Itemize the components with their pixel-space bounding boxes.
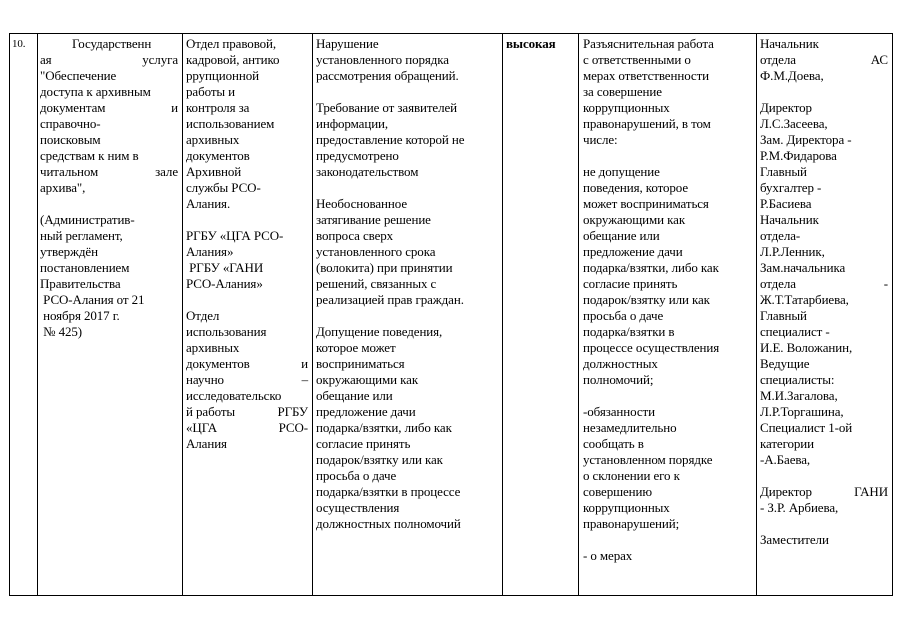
responsible-cell: [760, 36, 888, 548]
responsible-line: Р.Басиева: [760, 196, 812, 211]
violations-line: решений, связанных с: [316, 276, 437, 291]
measures-line: совершению: [583, 484, 653, 499]
responsible-line: Начальник: [760, 36, 819, 51]
departments-line: контроля за: [186, 100, 250, 115]
column-divider: [502, 33, 503, 596]
responsible-line: отдела АС: [760, 52, 888, 67]
departments-line: Алания»: [186, 244, 234, 259]
service-line: ный регламент,: [40, 228, 123, 243]
responsible-line: М.И.Загалова,: [760, 388, 838, 403]
violations-line: установленного порядка: [316, 52, 449, 67]
departments-line: ррупционной: [186, 68, 259, 83]
responsible-line: Ф.М.Доева,: [760, 68, 824, 83]
responsible-line: Заместители: [760, 532, 829, 547]
responsible-line: Главный: [760, 308, 807, 323]
measures-line: коррупционных: [583, 500, 670, 515]
violations-line: Нарушение: [316, 36, 379, 51]
measures-line: Разъяснительная работа: [583, 36, 714, 51]
service-line: средствам к ним в: [40, 148, 139, 163]
responsible-line: - З.Р. Арбиева,: [760, 500, 839, 515]
column-divider: [37, 33, 38, 596]
departments-line: Архивной: [186, 164, 242, 179]
responsible-line: [760, 84, 888, 100]
responsible-line: Специалист 1-ой: [760, 420, 853, 435]
violations-line: затягивание решение: [316, 212, 431, 227]
responsible-line: Л.С.Засеева,: [760, 116, 828, 131]
violations-line: Необоснованное: [316, 196, 408, 211]
violations-line: которое может: [316, 340, 396, 355]
departments-line: документов и: [186, 356, 308, 371]
departments-line: Отдел: [186, 308, 220, 323]
service-line: утверждён: [40, 244, 98, 259]
departments-line: Отдел правовой,: [186, 36, 277, 51]
departments-line: службы РСО-: [186, 180, 261, 195]
departments-line: РГБУ «ЦГА РСО-: [186, 228, 284, 243]
service-line: ая услуга: [40, 52, 178, 67]
service-line: № 425): [40, 324, 83, 339]
violations-line: восприниматься: [316, 356, 405, 371]
violations-line: предложение дачи: [316, 404, 416, 419]
measures-line: подарка/взятки, либо как: [583, 260, 719, 275]
violations-line: реализацией прав граждан.: [316, 292, 464, 307]
responsible-line: Р.М.Фидарова: [760, 148, 837, 163]
responsible-line: Главный: [760, 164, 807, 179]
service-line: [40, 196, 178, 212]
measures-line: не допущение: [583, 164, 660, 179]
departments-line: й работы РГБУ: [186, 404, 308, 419]
service-line: читальном зале: [40, 164, 178, 179]
measures-line: просьба о даче: [583, 308, 664, 323]
service-line: "Обеспечение: [40, 68, 117, 83]
measures-line: должностных: [583, 356, 658, 371]
measures-line: сообщать в: [583, 436, 644, 451]
responsible-line: [760, 516, 888, 532]
measures-line: [583, 148, 755, 164]
measures-line: - о мерах: [583, 548, 633, 563]
measures-line: правонарушений;: [583, 516, 680, 531]
measures-line: полномочий;: [583, 372, 654, 387]
departments-line: РГБУ «ГАНИ: [186, 260, 264, 275]
column-divider: [9, 33, 10, 596]
service-line: Правительства: [40, 276, 121, 291]
departments-line: [186, 292, 308, 308]
violations-line: законодательством: [316, 164, 419, 179]
violations-line: окружающими как: [316, 372, 419, 387]
measures-line: подарок/взятку или как: [583, 292, 710, 307]
departments-line: РСО-Алания»: [186, 276, 263, 291]
responsible-line: Зам. Директора -: [760, 132, 852, 147]
measures-line: предложение дачи: [583, 244, 683, 259]
measures-line: числе:: [583, 132, 618, 147]
violations-line: [316, 180, 500, 196]
violations-line: (волокита) при принятии: [316, 260, 453, 275]
violations-line: установленного срока: [316, 244, 436, 259]
departments-line: документов: [186, 148, 250, 163]
violations-line: обещание или: [316, 388, 393, 403]
measures-line: [583, 532, 755, 548]
measures-line: согласие принять: [583, 276, 678, 291]
measures-line: с ответственными о: [583, 52, 691, 67]
measures-line: может восприниматься: [583, 196, 709, 211]
risk-level: высокая: [506, 36, 556, 51]
violations-cell: [316, 36, 500, 532]
violations-line: Требование от заявителей: [316, 100, 458, 115]
service-line: архива",: [40, 180, 86, 195]
measures-line: [583, 388, 755, 404]
violations-line: вопроса сверх: [316, 228, 394, 243]
measures-line: установленном порядке: [583, 452, 713, 467]
service-line: поисковым: [40, 132, 101, 147]
departments-line: «ЦГА РСО-: [186, 420, 308, 435]
responsible-line: отдела-: [760, 228, 801, 243]
responsible-line: Л.Р.Ленник,: [760, 244, 825, 259]
responsible-line: Директор ГАНИ: [760, 484, 888, 499]
departments-line: архивных: [186, 132, 240, 147]
service-line: документам и: [40, 100, 178, 115]
service-line: постановлением: [40, 260, 130, 275]
violations-line: [316, 308, 500, 324]
table-bottom-border: [9, 595, 893, 596]
measures-line: подарка/взятки в: [583, 324, 675, 339]
violations-line: подарка/взятки в процессе: [316, 484, 461, 499]
departments-line: использования: [186, 324, 267, 339]
responsible-line: Л.Р.Торгашина,: [760, 404, 844, 419]
departments-line: архивных: [186, 340, 240, 355]
responsible-line: специалисты:: [760, 372, 835, 387]
measures-line: коррупционных: [583, 100, 670, 115]
departments-line: Алания: [186, 436, 227, 451]
measures-line: о склонении его к: [583, 468, 680, 483]
departments-cell: [186, 36, 308, 452]
service-line: РСО-Алания от 21: [40, 292, 145, 307]
responsible-line: Начальник: [760, 212, 819, 227]
responsible-line: Директор: [760, 100, 812, 115]
table-top-border: [9, 33, 893, 34]
service-line: справочно-: [40, 116, 101, 131]
measures-line: незамедлительно: [583, 420, 677, 435]
violations-line: просьба о даче: [316, 468, 397, 483]
violations-line: рассмотрения обращений.: [316, 68, 459, 83]
departments-line: научно –: [186, 372, 308, 387]
column-divider: [892, 33, 893, 596]
departments-line: использованием: [186, 116, 275, 131]
column-divider: [312, 33, 313, 596]
responsible-line: И.Е. Воложанин,: [760, 340, 853, 355]
violations-line: Допущение поведения,: [316, 324, 443, 339]
violations-line: согласие принять: [316, 436, 411, 451]
departments-line: Алания.: [186, 196, 231, 211]
measures-line: поведения, которое: [583, 180, 689, 195]
departments-line: [186, 212, 308, 228]
measures-line: правонарушений, в том: [583, 116, 711, 131]
violations-line: предусмотрено: [316, 148, 399, 163]
measures-line: обещание или: [583, 228, 660, 243]
measures-line: окружающими как: [583, 212, 686, 227]
service-line: Государственн: [72, 36, 152, 51]
measures-line: мерах ответственности: [583, 68, 710, 83]
violations-line: подарок/взятку или как: [316, 452, 443, 467]
departments-line: исследовательско: [186, 388, 282, 403]
responsible-line: -А.Баева,: [760, 452, 811, 467]
responsible-line: [760, 468, 888, 484]
measures-line: -обязанности: [583, 404, 655, 419]
departments-line: кадровой, антико: [186, 52, 280, 67]
measures-cell: [583, 36, 755, 564]
violations-line: информации,: [316, 116, 389, 131]
column-divider: [756, 33, 757, 596]
violations-line: [316, 84, 500, 100]
service-cell: [40, 36, 178, 340]
responsible-line: категории: [760, 436, 815, 451]
service-line: доступа к архивным: [40, 84, 151, 99]
measures-line: за совершение: [583, 84, 662, 99]
violations-line: должностных полномочий: [316, 516, 461, 531]
row-number: 10.: [12, 38, 26, 50]
violations-line: подарка/взятки, либо как: [316, 420, 452, 435]
measures-line: процессе осуществления: [583, 340, 720, 355]
violations-line: предоставление которой не: [316, 132, 465, 147]
responsible-line: Ведущие: [760, 356, 810, 371]
service-line: (Административ-: [40, 212, 135, 227]
responsible-line: отдела -: [760, 276, 888, 291]
responsible-line: Ж.Т.Татарбиева,: [760, 292, 849, 307]
column-divider: [182, 33, 183, 596]
service-line: ноября 2017 г.: [40, 308, 120, 323]
column-divider: [578, 33, 579, 596]
responsible-line: бухгалтер -: [760, 180, 822, 195]
violations-line: осуществления: [316, 500, 400, 515]
responsible-line: Зам.начальника: [760, 260, 846, 275]
departments-line: работы и: [186, 84, 236, 99]
responsible-line: специалист -: [760, 324, 830, 339]
